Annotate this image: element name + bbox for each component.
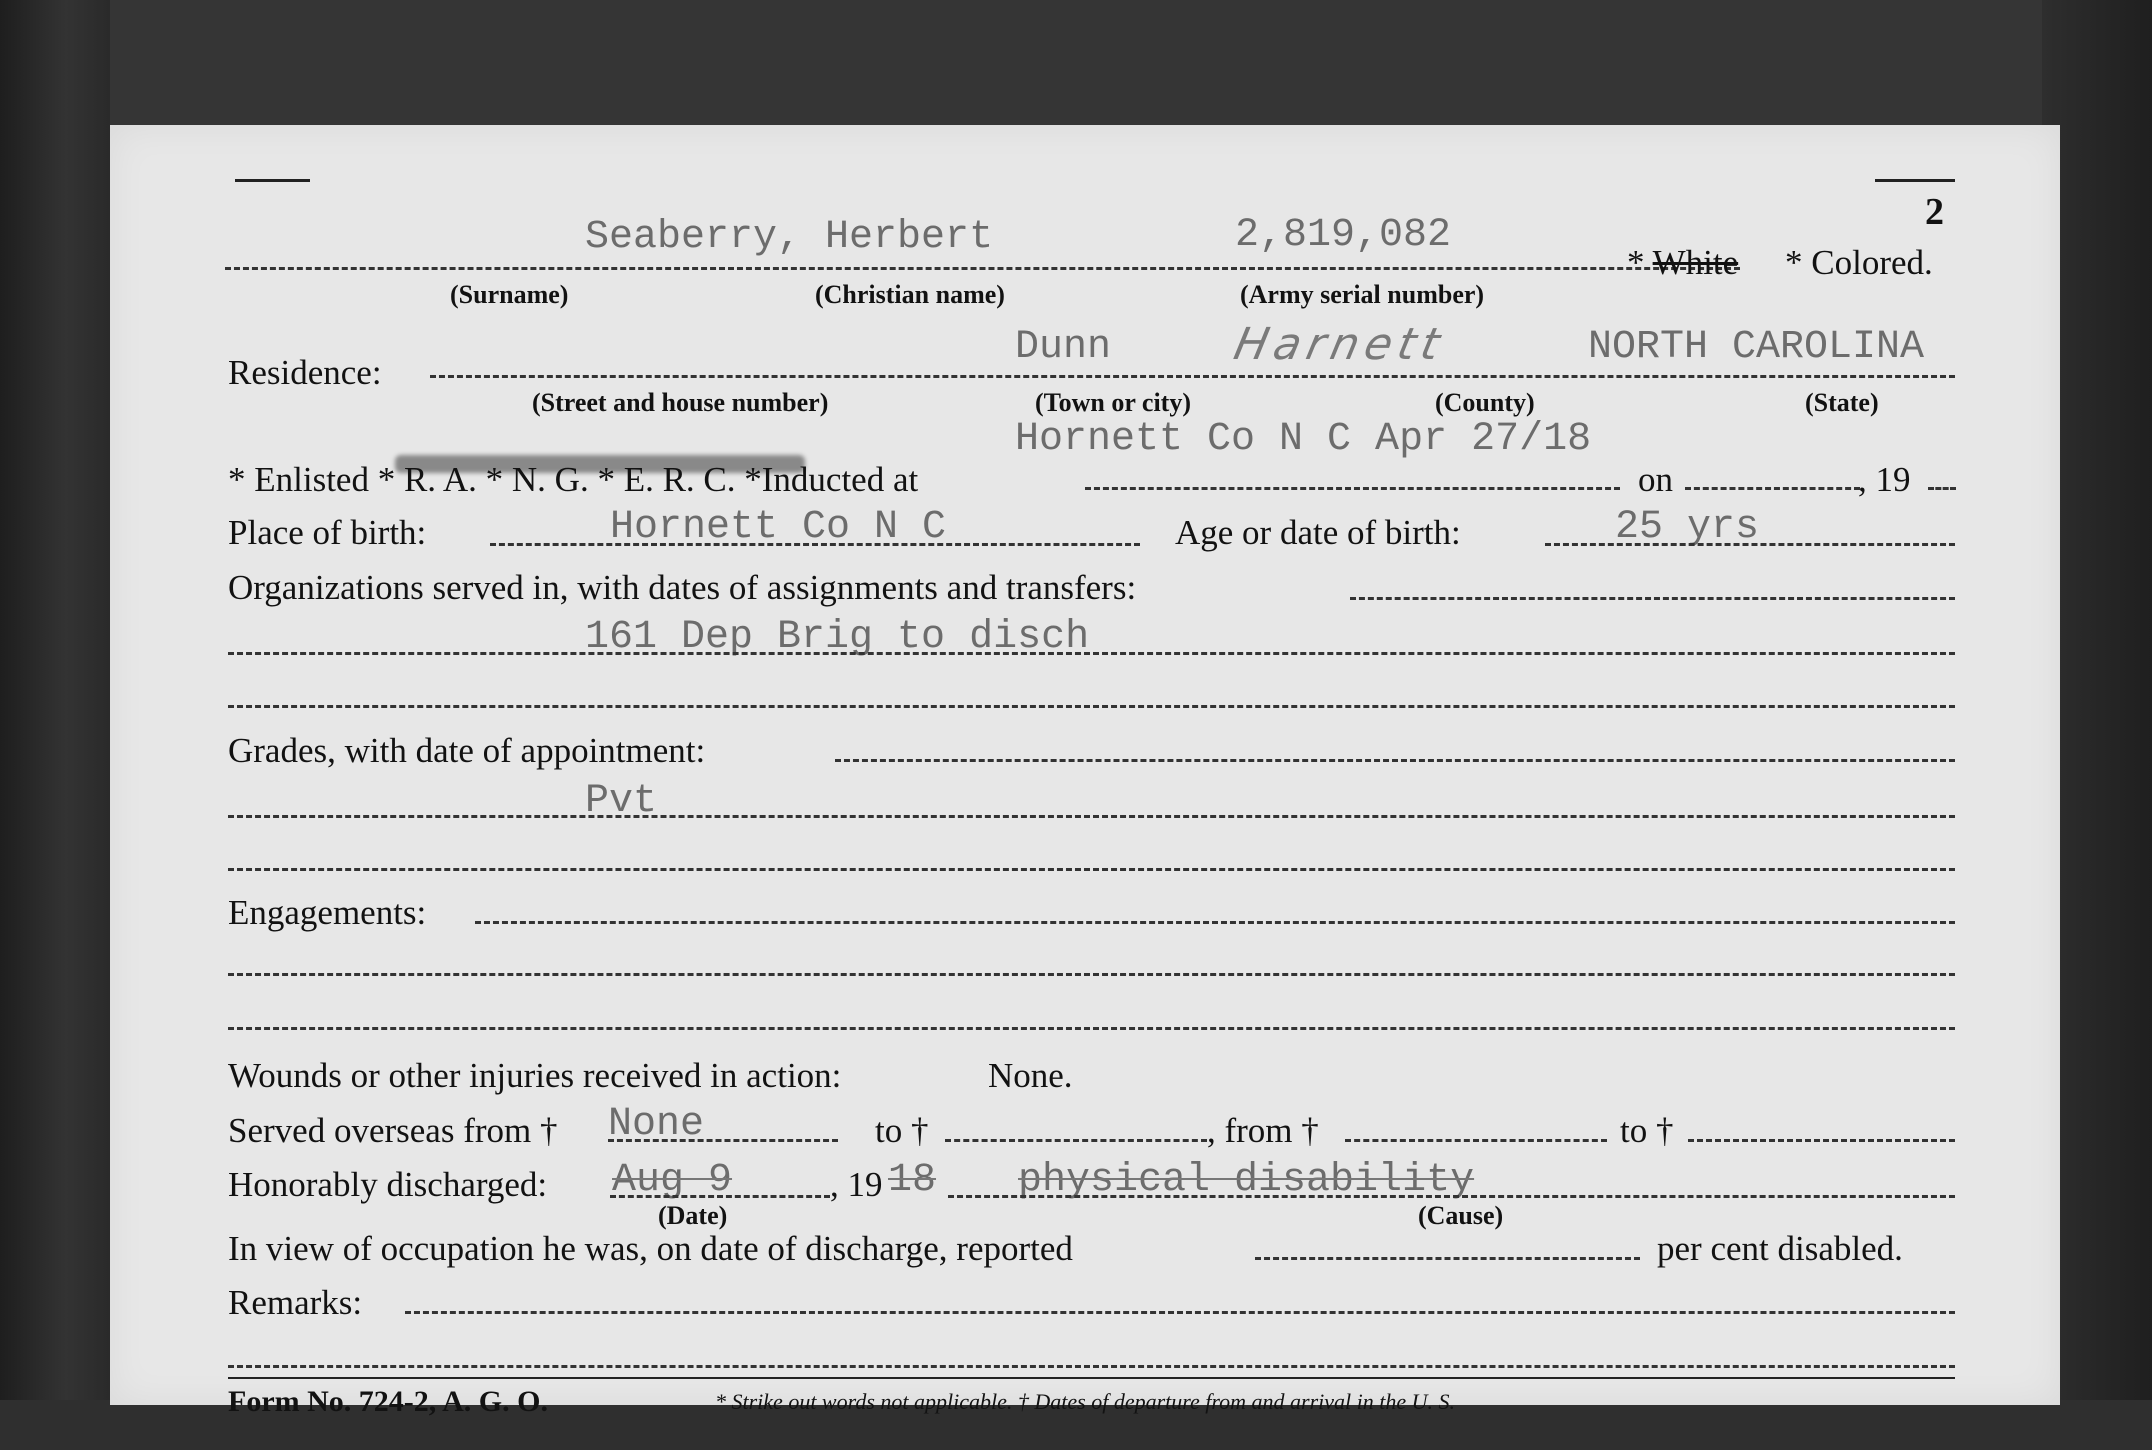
race-option-colored: * Colored. — [1785, 243, 1933, 282]
place-of-birth-line — [490, 543, 1140, 546]
race-asterisk: * — [1627, 243, 1653, 282]
wounds-label: Wounds or other injuries received in action: — [228, 1056, 842, 1095]
service-record-card — [110, 125, 2060, 1418]
induction-date-line — [1685, 487, 1860, 490]
induction-year-line — [1928, 487, 1956, 490]
scan-background-left — [0, 0, 110, 1450]
enlistment-type-label: * Enlisted * R. A. * N. G. * E. R. C. *Inducted at — [228, 460, 919, 499]
overseas-from-label: Served overseas from † — [228, 1111, 558, 1150]
overseas-from-value: None — [608, 1102, 705, 1147]
organizations-label: Organizations served in, with dates of assignments and transfers: — [228, 568, 1137, 607]
remarks-line-1 — [405, 1311, 1955, 1314]
discharge-date-line — [610, 1195, 830, 1198]
town-caption: (Town or city) — [1035, 388, 1191, 417]
discharge-date-caption: (Date) — [658, 1201, 728, 1230]
engagements-label: Engagements: — [228, 893, 427, 932]
top-right-rule — [1875, 179, 1955, 182]
overseas-from-line-2 — [1345, 1139, 1607, 1142]
overseas-to-line-1 — [945, 1139, 1207, 1142]
grades-line-2 — [228, 815, 1955, 818]
organizations-line-2 — [228, 652, 1955, 655]
occupation-suffix: per cent disabled. — [1657, 1229, 1903, 1268]
discharge-year-value: 18 — [888, 1158, 937, 1203]
surname-christian-name-value: Seaberry, Herbert — [585, 215, 994, 260]
street-caption: (Street and house number) — [532, 388, 829, 417]
overseas-to-label-1: to † — [875, 1111, 929, 1150]
footer-footnote: * Strike out words not applicable. † Dates of departure from and arrival in the U. S. — [715, 1389, 1456, 1414]
induction-on-label: on — [1638, 460, 1673, 499]
residence-label: Residence: — [228, 353, 382, 392]
engagements-line-3 — [228, 1027, 1955, 1030]
engagements-line-1 — [475, 921, 1955, 924]
occupation-label: In view of occupation he was, on date of discharge, reported — [228, 1229, 1073, 1268]
overseas-from-label-2: , from † — [1207, 1111, 1319, 1150]
inducted-at-line — [1085, 487, 1620, 490]
discharge-year-label: , 19 — [830, 1165, 883, 1204]
race-option-white — [1627, 245, 1738, 280]
age-line — [1545, 543, 1955, 546]
place-of-birth-label: Place of birth: — [228, 513, 427, 552]
organizations-line-1 — [1350, 597, 1955, 600]
wounds-value: None. — [988, 1056, 1073, 1095]
footer-rule — [228, 1377, 1955, 1379]
organizations-value: 161 Dep Brig to disch — [585, 615, 1090, 660]
discharge-label: Honorably discharged: — [228, 1165, 548, 1204]
remarks-label: Remarks: — [228, 1283, 363, 1322]
grades-label: Grades, with date of appointment: — [228, 731, 706, 770]
scan-background-top — [0, 0, 2152, 125]
grades-line-1 — [835, 759, 1955, 762]
grades-value: Pvt — [585, 779, 658, 824]
occupation-percent-line — [1255, 1257, 1640, 1260]
residence-line — [430, 375, 1955, 378]
induction-typed-value: Hornett Co N C Apr 27/18 — [1015, 417, 1592, 462]
organizations-line-3 — [228, 705, 1955, 708]
remarks-line-2 — [228, 1365, 1955, 1368]
grades-line-3 — [228, 868, 1955, 871]
overseas-to-line-2 — [1688, 1139, 1955, 1142]
christian-name-caption: (Christian name) — [815, 280, 1005, 309]
discharge-cause-caption: (Cause) — [1418, 1201, 1504, 1230]
overseas-to-label-2: to † — [1620, 1111, 1674, 1150]
state-caption: (State) — [1805, 388, 1879, 417]
residence-county-handwritten: Harnett — [1229, 319, 1451, 370]
induction-year-label: , 19 — [1858, 460, 1911, 499]
residence-town-value: Dunn — [1015, 325, 1112, 370]
age-label: Age or date of birth: — [1175, 513, 1461, 552]
discharge-cause-value: physical disability — [1018, 1158, 1475, 1203]
age-value: 25 yrs — [1615, 505, 1760, 550]
residence-state-value: NORTH CAROLINA — [1588, 325, 1925, 370]
discharge-date-value: Aug 9 — [612, 1158, 733, 1203]
name-line — [225, 267, 1740, 270]
page-number: 2 — [1925, 191, 1944, 233]
top-left-rule — [235, 179, 310, 182]
form-number: Form No. 724-2, A. G. O. — [228, 1385, 548, 1418]
discharge-cause-line — [948, 1195, 1955, 1198]
engagements-line-2 — [228, 973, 1955, 976]
serial-number-caption: (Army serial number) — [1240, 280, 1485, 309]
surname-caption: (Surname) — [450, 280, 569, 309]
place-of-birth-value: Hornett Co N C — [610, 505, 947, 550]
race-white-struck: White — [1652, 243, 1739, 282]
army-serial-number-value: 2,819,082 — [1235, 213, 1452, 258]
county-caption: (County) — [1435, 388, 1535, 417]
overseas-from-line — [608, 1139, 838, 1142]
